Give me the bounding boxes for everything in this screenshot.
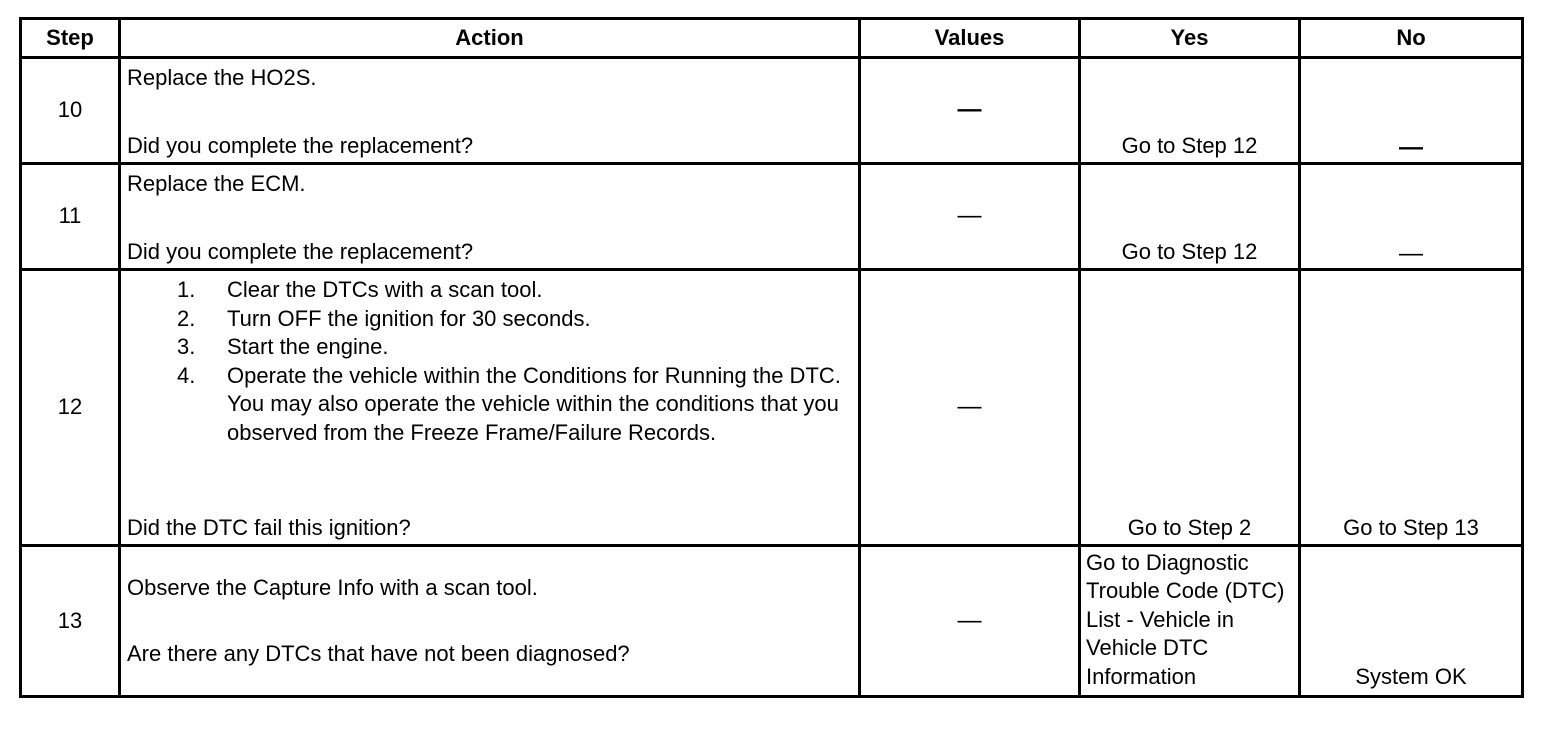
action-instruction: Replace the HO2S. (127, 65, 317, 90)
yes-cell (1080, 546, 1300, 697)
yes-link[interactable]: Go to Diagnostic Trouble Code (DTC) List - Vehicle in Vehicle DTC Information (1086, 549, 1285, 689)
header-yes: Yes (1080, 19, 1300, 58)
action-question: Are there any DTCs that have not been diagnosed? (127, 641, 630, 666)
action-instruction: Replace the ECM. (127, 171, 306, 196)
step-number: 11 (21, 164, 120, 270)
yes-cell (1080, 58, 1300, 164)
values-dash: — (957, 202, 982, 230)
header-action: Action (120, 19, 860, 58)
no-dash: — (1399, 133, 1423, 161)
no-link[interactable]: Go to Step 13 (1343, 514, 1479, 540)
procedure-step: Operate the vehicle within the Conditions for Running the DTC. You may also operate the vehicle within the conditions that you observed from the Freeze Frame/Failure Records. (227, 362, 841, 445)
action-cell (120, 270, 860, 546)
no-cell (1300, 270, 1523, 546)
values-dash: — (957, 393, 982, 421)
procedure-step: Clear the DTCs with a scan tool. (227, 277, 543, 302)
action-instruction: Observe the Capture Info with a scan tool. (127, 574, 538, 600)
table-row-step-13 (21, 546, 1523, 697)
procedure-list (127, 276, 852, 447)
table-row-step-12 (21, 270, 1523, 546)
diagnostic-table (19, 17, 1524, 698)
yes-link[interactable]: Go to Step 12 (1121, 132, 1258, 158)
header-no: No (1300, 19, 1523, 58)
no-cell (1300, 546, 1523, 697)
table-row-step-10 (21, 58, 1523, 164)
values-dash: — (957, 96, 982, 124)
table-row-step-11 (21, 164, 1523, 270)
action-question: Did you complete the replacement? (127, 238, 474, 264)
header-row (21, 19, 1523, 58)
values-cell (860, 164, 1080, 270)
yes-link[interactable]: Go to Step 2 (1127, 514, 1252, 540)
action-question: Did you complete the replacement? (127, 132, 474, 158)
values-dash: — (957, 606, 982, 634)
action-cell (120, 164, 860, 270)
step-number: 10 (21, 58, 120, 164)
action-cell (120, 546, 860, 697)
values-cell (860, 270, 1080, 546)
step-number: 13 (21, 546, 120, 697)
procedure-step: Turn OFF the ignition for 30 seconds. (227, 305, 591, 331)
step-number: 12 (21, 270, 120, 546)
no-dash: — (1399, 239, 1423, 267)
action-question: Did the DTC fail this ignition? (127, 514, 411, 540)
values-cell (860, 58, 1080, 164)
header-step: Step (21, 19, 120, 58)
no-cell (1300, 58, 1523, 164)
action-cell (120, 58, 860, 164)
yes-cell (1080, 270, 1300, 546)
header-values: Values (860, 19, 1080, 58)
no-result: System OK (1355, 663, 1467, 689)
values-cell (860, 546, 1080, 697)
procedure-step: Start the engine. (227, 334, 389, 359)
yes-cell (1080, 164, 1300, 270)
yes-link[interactable]: Go to Step 12 (1121, 238, 1258, 264)
no-cell (1300, 164, 1523, 270)
